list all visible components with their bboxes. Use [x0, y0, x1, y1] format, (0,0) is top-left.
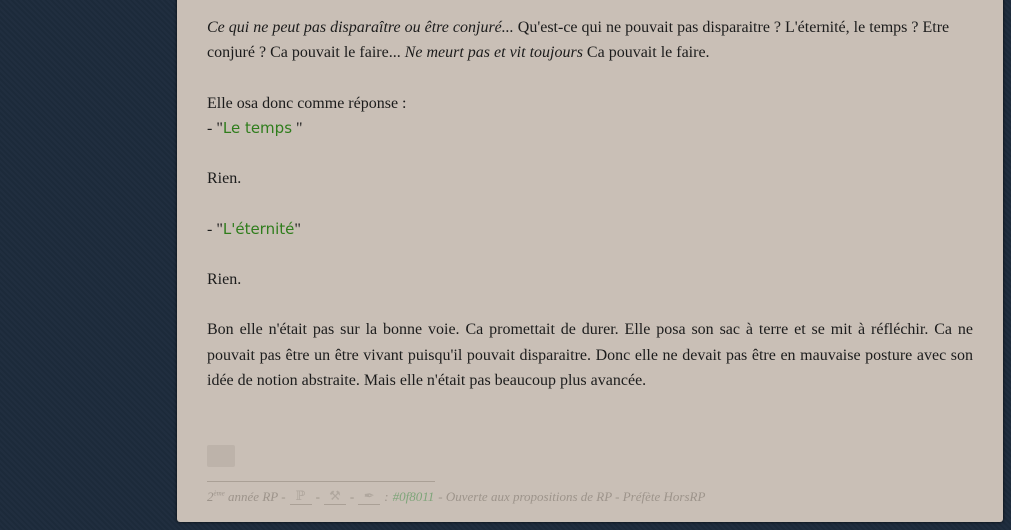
signature-tail: - Ouverte aux propositions de RP - Préfète HorsRP	[438, 489, 706, 504]
dialogue-eternite: L'éternité	[222, 219, 295, 238]
gavel-icon[interactable]: ⚒	[324, 488, 346, 505]
signature-code[interactable]: #0f8011	[392, 489, 435, 504]
paragraph-rien-2: Rien.	[207, 270, 242, 288]
paragraph-rien-1: Rien.	[207, 170, 242, 188]
sliders-icon[interactable]: ℙ	[290, 488, 312, 505]
post-body	[207, 15, 973, 393]
dialogue-line-temps: - "Le temps "	[207, 118, 303, 137]
post-action-button[interactable]	[207, 445, 235, 467]
text-segment: Qu'est-ce qui ne pouvait pas disparaitre ? L'éternité, le temps ? Etre conjuré ? Ca pouvait le faire...	[207, 19, 950, 62]
signature-divider	[207, 481, 435, 482]
quill-icon[interactable]: ✒	[358, 488, 380, 505]
dialogue-line-eternite: - "L'éternité"	[207, 219, 301, 238]
italic-quote-1: Ce qui ne peut pas disparaître ou être conjuré...	[207, 19, 514, 36]
paragraph-final: Bon elle n'était pas sur la bonne voie. Ca promettait de durer. Elle posa son sac à terre et se mit à réfléchir. Ca ne pouvait pas être un être vivant puisqu'il pouvait disparaitre. Donc elle ne devait pas être en mauvaise posture avec son idée de notion abstraite. Mais elle n'était pas beaucoup plus avancée.	[207, 321, 973, 389]
post-card	[177, 0, 1003, 522]
signature: 2ème année RP - ℙ - ⚒ - ✒ : #0f8011 - Ouverte aux propositions de RP - Préfète HorsRP	[207, 488, 706, 504]
signature-year: 2ème année RP -	[207, 489, 286, 504]
italic-quote-2: Ne meurt pas et vit toujours	[404, 44, 583, 62]
paragraph-reponse: Elle osa donc comme réponse :	[207, 94, 407, 112]
text-segment: Ca pouvait le faire.	[582, 44, 710, 62]
paragraph-intro	[207, 15, 973, 65]
dialogue-temps: Le temps	[222, 118, 293, 137]
